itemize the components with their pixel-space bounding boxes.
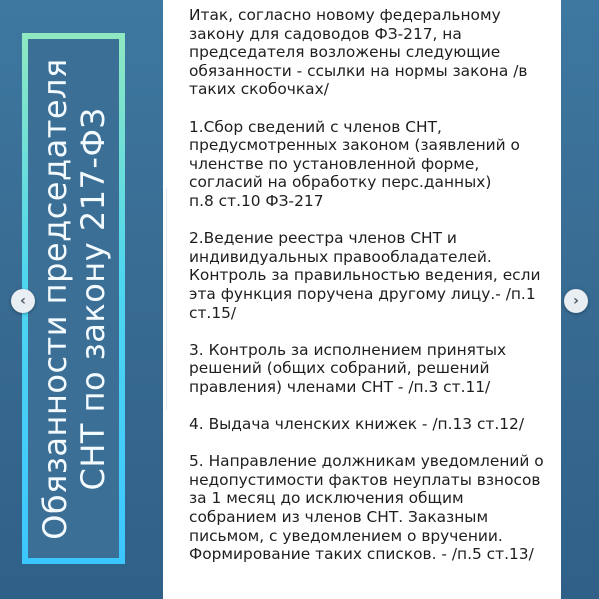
paragraph-item-4: 4. Выдача членских книжек - /п.13 ст.12/ [189, 415, 525, 434]
paragraph-intro: Итак, согласно новому федеральному закону для садоводов ФЗ-217, на председателя возложены следующие обязанности - ссылки на нормы закона /в таких скобочках/ [189, 6, 528, 99]
title-line-1: Обязанности председателя [35, 57, 74, 540]
prev-slide-button[interactable] [11, 289, 35, 313]
article-text [189, 6, 551, 582]
paragraph-item-3: 3. Контроль за исполнением принятых решений (общих собраний, решений правления) членами СНТ - /п.3 ст.11/ [189, 340, 507, 396]
next-slide-button[interactable] [564, 289, 588, 313]
paragraph-item-2: 2.Ведение реестра членов СНТ и индивидуальных правообладателей. Контроль за правильностью ведения, если эта функция поручена другому лицу.- /п.1 ст.15/ [189, 229, 541, 322]
chevron-right-icon: › [573, 293, 579, 309]
paragraph-item-5: 5. Направление должникам уведомлений о недопустимости фактов неуплаты взносов за 1 месяц до исключения общим собранием из членов СНТ. Заказным письмом, с уведомлением о вручении. Формирование таких списков. - /п.5 ст.13/ [189, 452, 544, 564]
page-edge [160, 188, 167, 410]
title-line-2: СНТ по закону 217-ФЗ [73, 106, 112, 491]
paragraph-item-1: 1.Сбор сведений с членов СНТ, предусмотренных законом (заявлений о членстве по установленной форме, согласий на обработку перс.данных) п.8 ст.10 ФЗ-217 [189, 117, 520, 210]
vertical-title [22, 33, 125, 564]
chevron-left-icon: ‹ [20, 293, 26, 309]
